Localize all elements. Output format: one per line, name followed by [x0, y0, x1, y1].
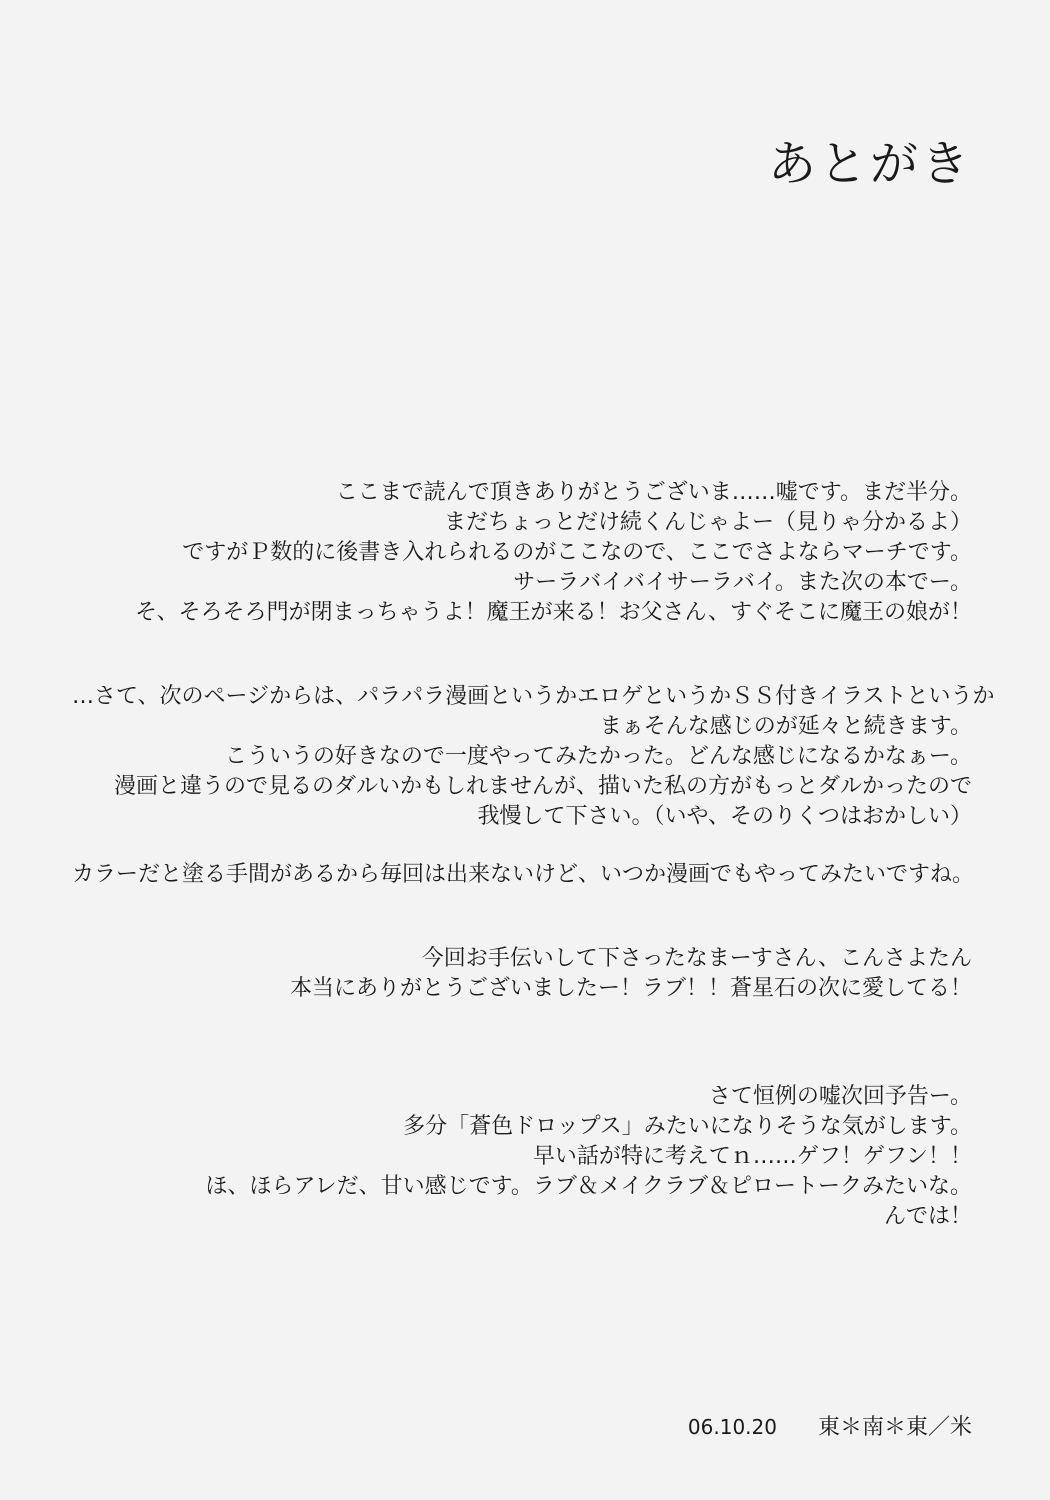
signature [688, 1410, 972, 1441]
text-line: 本当にありがとうございましたー！ラブ！！蒼星石の次に愛してる！ [289, 976, 972, 1001]
signature-author: 東＊南＊東／米 [817, 1415, 972, 1440]
text-line: カラーだと塗る手間があるから毎回は出来ないけど、いつか漫画でもやってみたいですね。 [72, 862, 975, 887]
text-line: そ、そろそろ門が閉まっちゃうよ！魔王が来る！お父さん、すぐそこに魔王の娘が！ [135, 600, 972, 625]
afterword-body [72, 478, 995, 1232]
text-line: 漫画と違うので見るのダルいかもしれませんが、描いた私の方がもっとダルかったので [113, 774, 972, 799]
text-line: 早い話が特に考えてｎ……ゲフ！ゲフン！！ [532, 1144, 972, 1169]
paragraph-next-preview [72, 1082, 972, 1232]
paragraph-color [72, 860, 975, 890]
text-line: まぁそんな感じのが延々と続きます。 [599, 714, 972, 739]
text-line: こういうの好きなので一度やってみたかった。どんな感じになるかなぁー。 [224, 744, 972, 769]
signature-date: 06.10.20 [687, 1415, 777, 1439]
text-line: さて恒例の嘘次回予告ー。 [708, 1084, 972, 1109]
text-line: まだちょっとだけ続くんじゃよー（見りゃ分かるよ） [443, 510, 972, 535]
page-title: あとがき [767, 136, 972, 192]
text-line: ここまで読んで頂きありがとうございま……嘘です。まだ半分。 [335, 480, 972, 505]
text-line: ほ、ほらアレだ、甘い感じです。ラブ＆メイクラブ＆ピロートークみたいな。 [205, 1174, 972, 1199]
text-line: 今回お手伝いして下さったなまーすさん、こんさよたん [421, 946, 972, 971]
text-line: ですがＰ数的に後書き入れられるのがここなので、ここでさよならマーチです。 [182, 540, 972, 565]
text-line: …さて、次のページからは、パラパラ漫画というかエロゲというかＳＳ付きイラストというか [72, 684, 995, 709]
text-line: サーラバイバイサーラバイ。また次の本でー。 [513, 570, 972, 595]
paragraph-next-pages [72, 682, 995, 832]
paragraph-reading-thanks [72, 478, 972, 628]
paragraph-acknowledgements [72, 944, 972, 1004]
text-line: んでは！ [883, 1204, 972, 1229]
text-line: 我慢して下さい。（いや、そのりくつはおかしい） [477, 804, 972, 829]
text-line: 多分「蒼色ドロップス」みたいになりそうな気がします。 [403, 1114, 972, 1139]
